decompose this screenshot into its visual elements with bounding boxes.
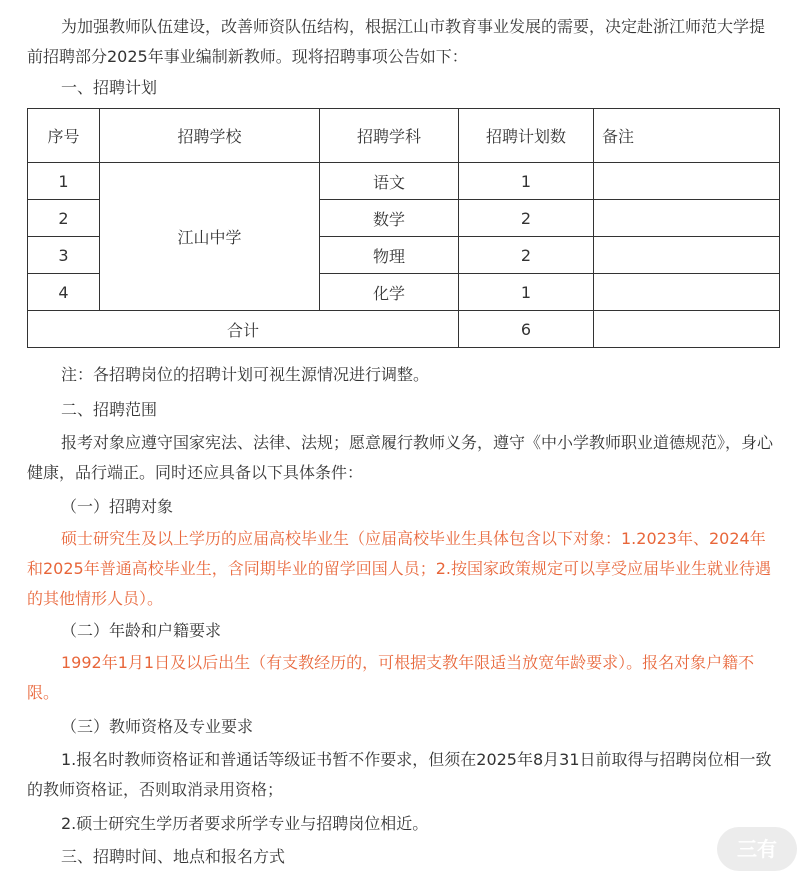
table-row (28, 163, 780, 200)
qualification-item-2: 2.硕士研究生学历者要求所学专业与招聘岗位相近。 (61, 814, 429, 833)
row-notes (594, 200, 780, 237)
row-number: 4 (28, 274, 100, 311)
row-notes (594, 163, 780, 200)
total-notes (594, 311, 780, 348)
header-school: 招聘学校 (100, 109, 320, 163)
row-notes (594, 237, 780, 274)
school-cell: 江山中学 (100, 163, 320, 311)
header-notes: 备注 (594, 109, 780, 163)
row-count: 1 (459, 274, 594, 311)
row-subject: 数学 (320, 200, 459, 237)
row-number: 2 (28, 200, 100, 237)
row-notes (594, 274, 780, 311)
table-header-row (28, 109, 780, 163)
recruitment-plan-table (27, 108, 780, 348)
row-number: 3 (28, 237, 100, 274)
subsection-title-targets: （一）招聘对象 (61, 497, 174, 516)
header-count: 招聘计划数 (459, 109, 594, 163)
row-subject: 物理 (320, 237, 459, 274)
row-count: 2 (459, 200, 594, 237)
row-count: 1 (459, 163, 594, 200)
subsection-title-qualification: （三）教师资格及专业要求 (61, 717, 254, 736)
header-number: 序号 (28, 109, 100, 163)
section-title-time-place: 三、招聘时间、地点和报名方式 (61, 847, 286, 866)
qualification-item-1: 1.报名时教师资格证和普通话等级证书暂不作要求，但须在2025年8月31日前取得与招聘岗位相一致的教师资格证，否则取消录用资格； (27, 750, 772, 799)
total-label: 合计 (28, 311, 459, 348)
row-subject: 语文 (320, 163, 459, 200)
watermark-logo: 三有 (717, 827, 797, 871)
header-subject: 招聘学科 (320, 109, 459, 163)
table-total-row (28, 311, 780, 348)
section-title-plan: 一、招聘计划 (61, 78, 158, 97)
plan-note: 注：各招聘岗位的招聘计划可视生源情况进行调整。 (61, 365, 430, 384)
total-count: 6 (459, 311, 594, 348)
intro-paragraph: 为加强教师队伍建设，改善师资队伍结构，根据江山市教育事业发展的需要，决定赴浙江师范大学提前招聘部分2025年事业编制新教师。现将招聘事项公告如下： (27, 17, 766, 66)
scope-paragraph: 报考对象应遵守国家宪法、法律、法规；愿意履行教师义务，遵守《中小学教师职业道德规范》，身心健康，品行端正。同时还应具备以下具体条件： (27, 433, 774, 482)
subsection-title-age: （二）年龄和户籍要求 (61, 621, 222, 640)
targets-paragraph: 硕士研究生及以上学历的应届高校毕业生（应届高校毕业生具体包含以下对象：1.2023年、2024年和2025年普通高校毕业生，含同期毕业的留学回国人员；2.按国家政策规定可以享受应届毕业生就业待遇的其他情形人员）。 (27, 529, 771, 608)
row-subject: 化学 (320, 274, 459, 311)
age-paragraph: 1992年1月1日及以后出生（有支教经历的，可根据支教年限适当放宽年龄要求）。报名对象户籍不限。 (27, 653, 755, 702)
row-count: 2 (459, 237, 594, 274)
row-number: 1 (28, 163, 100, 200)
section-title-scope: 二、招聘范围 (61, 400, 158, 419)
